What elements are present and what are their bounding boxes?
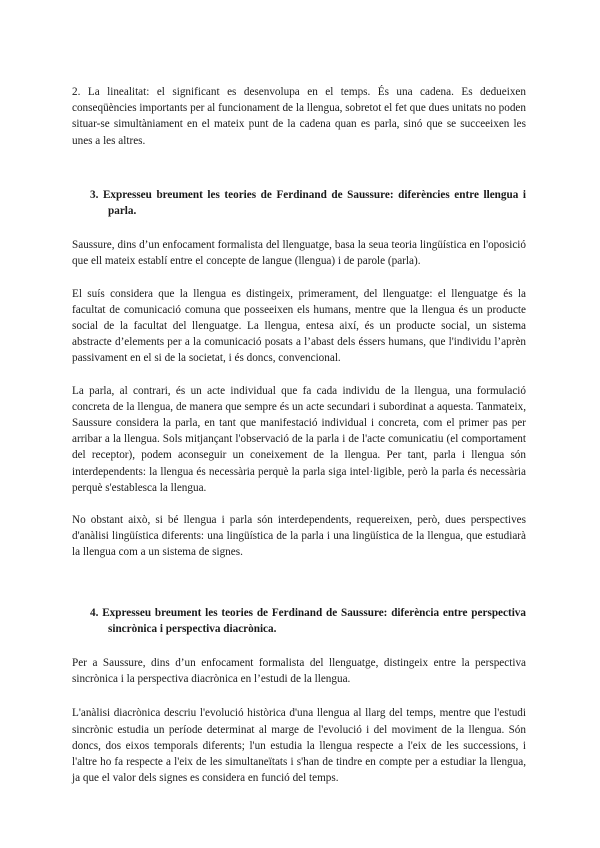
- section-4-paragraph-2: L'anàlisi diacrònica descriu l'evolució històrica d'una llengua al llarg del temps, mentre que l'estudi sincrònic estudia un període determinat al marge de l'evolució i del moviment de la llengua. Són doncs, dos eixos temporals diferents; l'un estudia la llengua respecte a l'eix de les successions, i l'altre ho fa respecte a l'eix de les simultaneïtats i s'han de tindre en compte per a estudiar la llengua, ja que el valor dels signes es considera en funció del temps.: [72, 707, 526, 785]
- section-4-paragraph-1: Per a Saussure, dins d’un enfocament formalista del llenguatge, distingeix entre la perspectiva sincrònica i la perspectiva diacrònica en l’estudi de la llengua.: [72, 657, 526, 686]
- document-page: [72, 84, 526, 787]
- section-4-heading: 4. Expresseu breument les teories de Ferdinand de Saussure: diferència entre perspectiva sincrònica i perspectiva diacrònica.: [90, 606, 526, 635]
- section-3-paragraph-3: La parla, al contrari, és un acte individual que fa cada individu de la llengua, una formulació concreta de la llengua, de manera que sempre és un acte secundari i subordinat a aquesta. Tanmateix, Saussure considera la parla, en tant que manifestació individual i concreta, com el primer pas per arribar a la llengua. Sols mitjançant l'observació de la parla i de l'acte comunicatiu (el comportament del receptor), podem aconseguir un coneixement de la llengua. Per tant, parla i llengua són interdependents: la llengua és necessària perquè la parla siga intel·ligible, però la parla és necessària perquè s'establesca la llengua.: [72, 384, 526, 494]
- section-3-heading: 3. Expresseu breument les teories de Ferdinand de Saussure: diferències entre llengua i parla.: [90, 188, 526, 218]
- section-3-paragraph-1: Saussure, dins d’un enfocament formalista del llenguatge, basa la seua teoria lingüística en l'oposició que ell mateix establí entre el concepte de langue (llengua) i de parole (parla).: [72, 239, 526, 268]
- paragraph-linearity: 2. La linealitat: el significant es desenvolupa en el temps. És una cadena. Es dedueixen conseqüències importants per al funcionament de la llengua, sobretot el fet que dues unitats no poden situar-se simultàniament en el mateix punt de la cadena quan es parla, sinó que se succeeixen les unes a les altres.: [72, 86, 526, 147]
- section-3-paragraph-4: No obstant això, si bé llengua i parla són interdependents, requereixen, però, dues perspectives d'anàlisi lingüística diferents: una lingüística de la parla i una lingüística de la llengua, que estudiarà la llengua com a un sistema de signes.: [72, 514, 526, 559]
- section-3-paragraph-2: El suís considera que la llengua es distingeix, primerament, del llenguatge: el llenguatge és la facultat de comunicació comuna que posseeixen els humans, mentre que la llengua és un producte social de la facultat del llenguatge. La llengua, entesa així, és un producte social, un sistema abstracte d’elements per a la comunicació posats a l’abast dels éssers humans, que l'individu l’aprèn passivament en el si de la societat, i és doncs, convencional.: [72, 287, 526, 365]
